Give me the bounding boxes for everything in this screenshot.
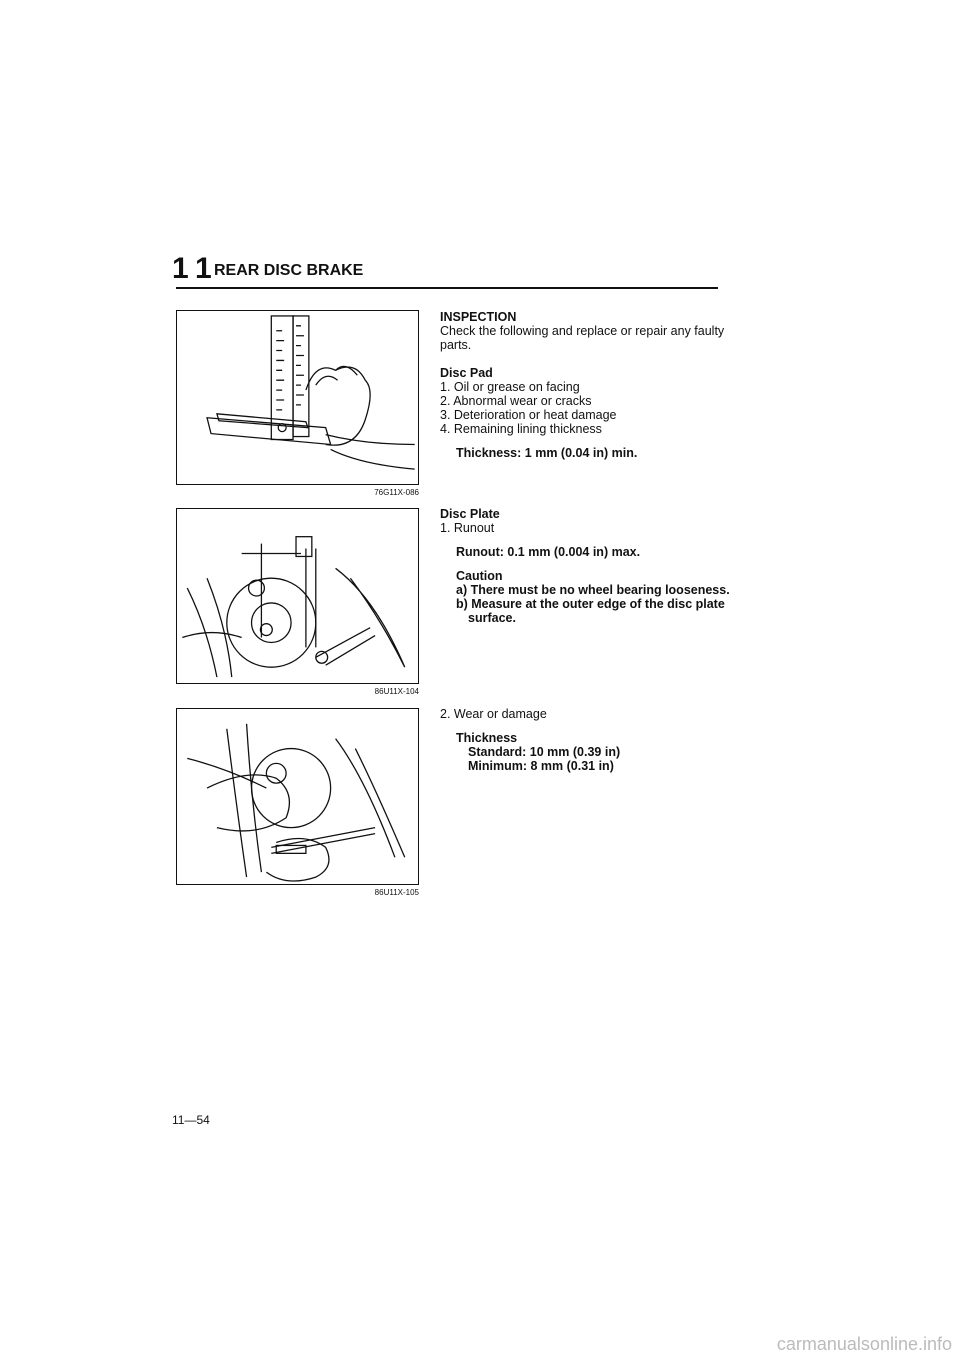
inspection-intro: Check the following and replace or repair any faulty parts. xyxy=(440,324,725,352)
list-item: 2. Abnormal wear or cracks xyxy=(440,394,592,408)
spec-value: Minimum: 8 mm (0.31 in) xyxy=(468,759,614,773)
page-title: REAR DISC BRAKE xyxy=(214,262,364,279)
spec-value: Runout: 0.1 mm (0.004 in) max. xyxy=(456,545,641,559)
runout-illustration xyxy=(177,509,418,683)
spec-value: Thickness: 1 mm (0.04 in) min. xyxy=(456,446,638,460)
page-number: 11—54 xyxy=(172,1113,210,1127)
subsection-heading: Disc Plate xyxy=(440,507,500,521)
caution-item: a) There must be no wheel bearing looseness. xyxy=(456,583,730,597)
wear-section xyxy=(440,707,730,773)
spec-heading: Thickness xyxy=(456,731,518,745)
caution-heading: Caution xyxy=(456,569,503,583)
figure-code: 86U11X-105 xyxy=(374,888,419,897)
inspection-section xyxy=(440,310,730,460)
list-item: 1. Oil or grease on facing xyxy=(440,380,580,394)
header-rule xyxy=(176,287,718,289)
figure-code: 86U11X-104 xyxy=(374,687,419,696)
list-item: 4. Remaining lining thickness xyxy=(440,422,602,436)
disc-plate-section xyxy=(440,507,730,625)
caution-item: b) Measure at the outer edge of the disc plate surface. xyxy=(456,597,725,625)
figure-disc-pad-measurement xyxy=(176,310,419,485)
list-item: 1. Runout xyxy=(440,521,495,535)
subsection-heading: Disc Pad xyxy=(440,366,493,380)
disc-pad-illustration xyxy=(177,311,418,484)
list-item: 2. Wear or damage xyxy=(440,707,547,721)
figure-runout-measurement xyxy=(176,508,419,684)
spec-value: Standard: 10 mm (0.39 in) xyxy=(468,745,621,759)
thickness-illustration xyxy=(177,709,418,884)
figure-code: 76G11X-086 xyxy=(374,488,419,497)
figure-thickness-measurement xyxy=(176,708,419,885)
list-item: 3. Deterioration or heat damage xyxy=(440,408,617,422)
watermark: carmanualsonline.info xyxy=(776,1334,952,1354)
section-heading: INSPECTION xyxy=(440,310,517,324)
chapter-number: 1 1 xyxy=(172,252,211,285)
